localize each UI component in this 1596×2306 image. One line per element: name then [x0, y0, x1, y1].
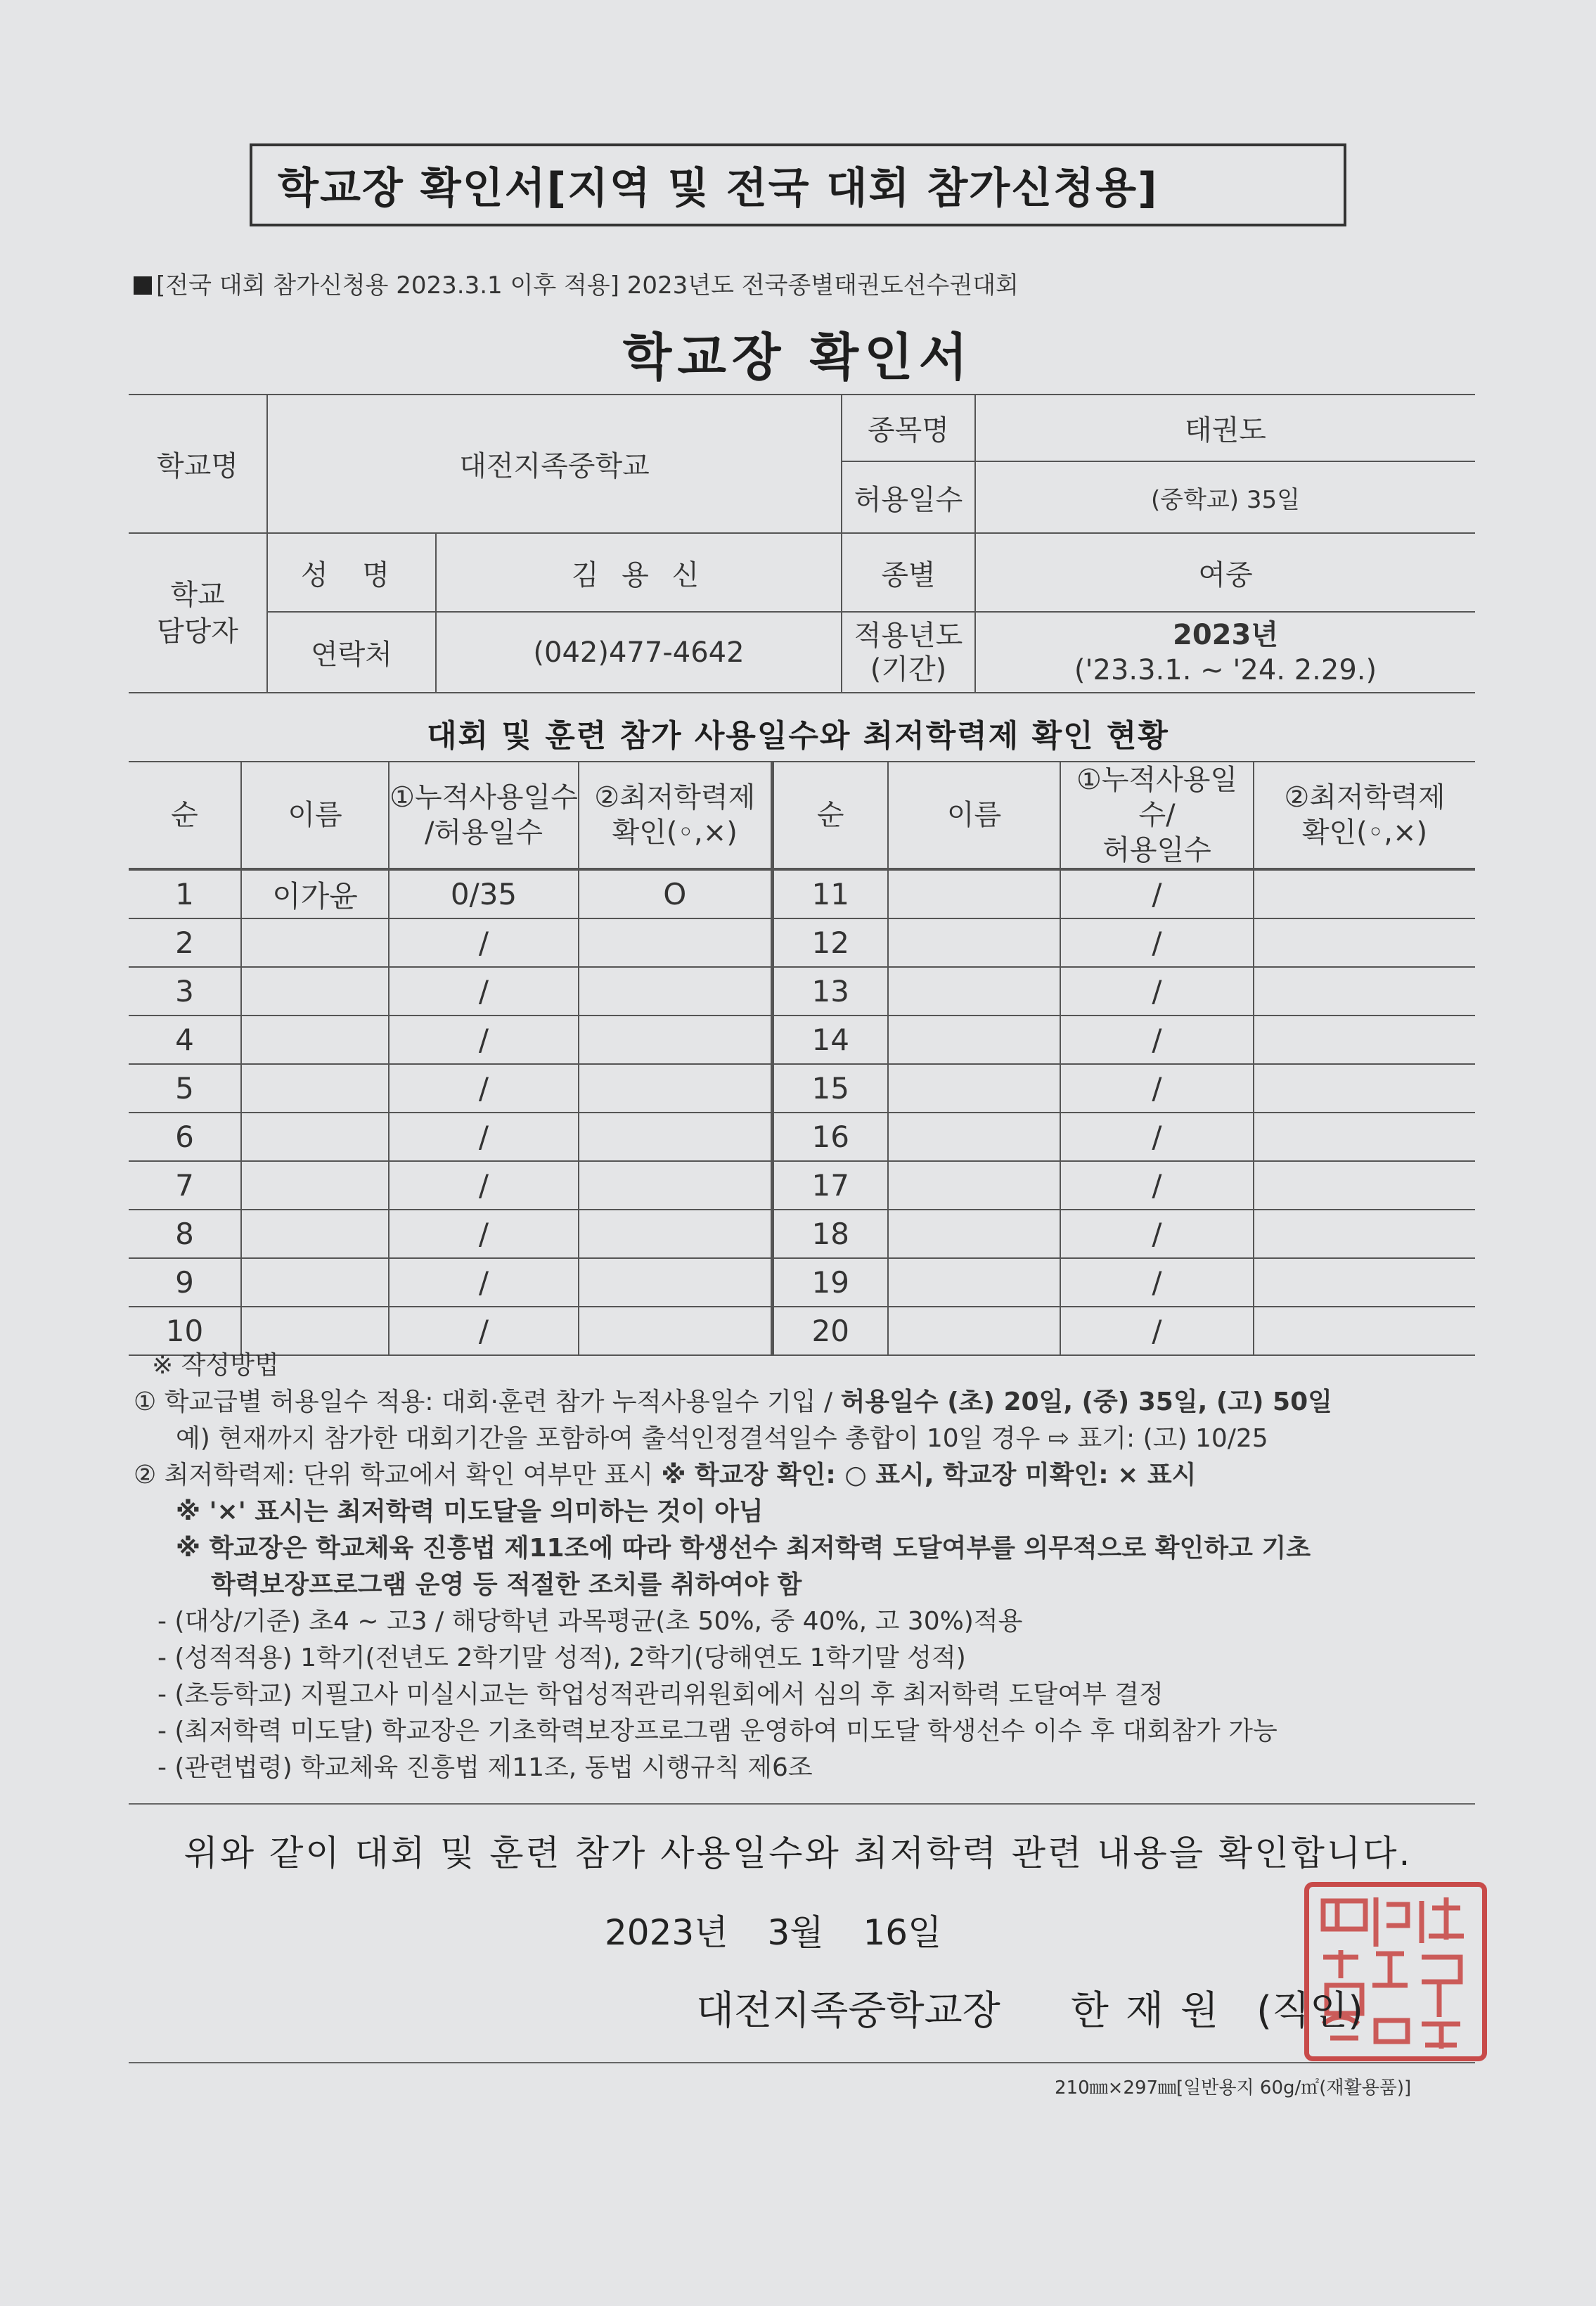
row-days: /: [389, 1161, 579, 1210]
row-name: [241, 967, 389, 1016]
participation-table: [129, 761, 1475, 1356]
row-name: [241, 1064, 389, 1113]
row-days-right: /: [1060, 1113, 1254, 1161]
contact-label: 학교 담당자: [129, 533, 267, 693]
detail-5: - (관련법령) 학교체육 진흥법 제11조, 동법 시행규칙 제6조: [157, 1753, 813, 1782]
table-row: [129, 1016, 1475, 1064]
row-min-level-right: [1254, 967, 1475, 1016]
row-min-level-right: [1254, 1210, 1475, 1258]
row-no-right: 15: [772, 1064, 888, 1113]
row-min-level: [579, 1210, 772, 1258]
row-name: [241, 1210, 389, 1258]
table-row: [129, 1161, 1475, 1210]
year-label: [842, 612, 975, 693]
row-days-right: /: [1060, 918, 1254, 967]
row-name-right: [888, 1210, 1060, 1258]
row-min-level: [579, 1113, 772, 1161]
row-name-right: [888, 967, 1060, 1016]
row-name-right: [888, 918, 1060, 967]
note-2-text: ② 최저학력제: 단위 학교에서 확인 여부만 표시: [134, 1461, 662, 1490]
header-days-right-line1: ①누적사용일수/: [1076, 764, 1238, 831]
row-no: 10: [129, 1307, 241, 1355]
row-days-right: /: [1060, 1161, 1254, 1210]
row-days-right: /: [1060, 1064, 1254, 1113]
name-label: 성 명: [267, 533, 436, 612]
row-min-level: [579, 1161, 772, 1210]
phone-label: 연락처: [267, 612, 436, 693]
year-value: [975, 612, 1475, 693]
table-row: [129, 1210, 1475, 1258]
note-4: ※ 학교장은 학교체육 진흥법 제11조에 따라 학생선수 최저학력 도달여부를 의무적으로 확인하고 기초: [176, 1534, 1311, 1563]
row-min-level-right: [1254, 1064, 1475, 1113]
row-min-level: O: [579, 869, 772, 918]
instructions: [134, 1347, 1484, 1786]
allowed-days-value: (중학교) 35일: [975, 461, 1475, 533]
row-days: /: [389, 1307, 579, 1355]
year-label-line1: 적용년도: [854, 619, 963, 652]
row-name: [241, 1113, 389, 1161]
note-1-example: 예) 현재까지 참가한 대회기간을 포함하여 출석인정결석일수 총합이 10일 경우 ⇨ 표기: (고) 10/25: [176, 1424, 1268, 1453]
note-1: [134, 1384, 1484, 1421]
subheading-text: [전국 대회 참가신청용 2023.3.1 이후 적용] 2023년도 전국종별태권도선수권대회: [156, 271, 1019, 300]
row-no: 9: [129, 1258, 241, 1307]
note-2-bold: ※ 학교장 확인: ○ 표시, 학교장 미확인: × 표시: [661, 1461, 1197, 1490]
row-no: 7: [129, 1161, 241, 1210]
row-no: 8: [129, 1210, 241, 1258]
row-name: [241, 1258, 389, 1307]
row-no-right: 12: [772, 918, 888, 967]
row-name: 이가윤: [241, 869, 389, 918]
row-days: /: [389, 1064, 579, 1113]
row-name-right: [888, 869, 1060, 918]
confirmation-statement: 위와 같이 대회 및 훈련 참가 사용일수와 최저학력 관련 내용을 확인합니다.: [184, 1833, 1412, 1873]
table-row: [129, 967, 1475, 1016]
row-no: 4: [129, 1016, 241, 1064]
row-name: [241, 1161, 389, 1210]
year-value-period: ('23.3.1. ~ '24. 2.29.): [1074, 653, 1377, 686]
seal-label: (직인): [1256, 1988, 1363, 2034]
document-title: 학교장 확인서[지역 및 전국 대회 참가신청용]: [278, 164, 1159, 213]
school-label: 학교명: [129, 395, 267, 533]
paper-spec: 210㎜×297㎜[일반용지 60g/㎡(재활용품)]: [1055, 2077, 1412, 2099]
row-days: /: [389, 1258, 579, 1307]
table-row: [129, 1258, 1475, 1307]
note-1-bold: 허용일수 (초) 20일, (중) 35일, (고) 50일: [840, 1388, 1332, 1416]
row-name-right: [888, 1064, 1060, 1113]
document-title-box: [250, 143, 1346, 226]
divider: [129, 1803, 1475, 1805]
row-days-right: /: [1060, 1258, 1254, 1307]
notes-heading: ※ 작성방법: [152, 1351, 279, 1380]
header-min-level: [579, 762, 772, 869]
detail-4: - (최저학력 미도달) 학교장은 기초학력보장프로그램 운영하여 미도달 학생선수 이수 후 대회참가 가능: [157, 1717, 1278, 1745]
table-row: [129, 869, 1475, 918]
header-no: 순: [129, 762, 241, 869]
row-min-level: [579, 1016, 772, 1064]
row-days-right: /: [1060, 1307, 1254, 1355]
sport-label: 종목명: [842, 395, 975, 461]
contact-name: 김 용 신: [436, 533, 842, 612]
row-no: 5: [129, 1064, 241, 1113]
principal-name: 한재원: [1070, 1988, 1236, 2034]
row-days: /: [389, 1210, 579, 1258]
year-label-line2: (기간): [870, 653, 947, 686]
header-min-line1: ②최저학력제: [594, 781, 756, 814]
category-label: 종별: [842, 533, 975, 612]
header-days: [389, 762, 579, 869]
row-min-level-right: [1254, 1161, 1475, 1210]
row-name: [241, 918, 389, 967]
note-2: [134, 1457, 1484, 1494]
category-value: 여중: [975, 533, 1475, 612]
row-min-level-right: [1254, 869, 1475, 918]
row-days-right: /: [1060, 967, 1254, 1016]
square-bullet-icon: [134, 276, 152, 295]
row-days: 0/35: [389, 869, 579, 918]
header-min-right-line2: 확인(◦,×): [1301, 816, 1428, 849]
row-name-right: [888, 1161, 1060, 1210]
detail-3: - (초등학교) 지필고사 미실시교는 학업성적관리위원회에서 심의 후 최저학력 도달여부 결정: [157, 1680, 1164, 1709]
row-no-right: 20: [772, 1307, 888, 1355]
header-min-line2: 확인(◦,×): [612, 816, 738, 849]
row-no-right: 14: [772, 1016, 888, 1064]
row-no-right: 11: [772, 869, 888, 918]
form-title: 학교장 확인서: [622, 328, 974, 387]
detail-1: - (대상/기준) 초4 ~ 고3 / 해당학년 과목평균(초 50%, 중 40%, 고 30%)적용: [157, 1607, 1023, 1636]
table-row: [129, 1113, 1475, 1161]
table-row: [129, 918, 1475, 967]
row-min-level: [579, 1258, 772, 1307]
row-no: 1: [129, 869, 241, 918]
header-name: 이름: [241, 762, 389, 869]
header-min-level-right: [1254, 762, 1475, 869]
row-no-right: 17: [772, 1161, 888, 1210]
header-days-right-line2: 허용일수: [1102, 834, 1211, 866]
row-days-right: /: [1060, 1016, 1254, 1064]
header-days-right: [1060, 762, 1254, 869]
school-principal-title: 대전지족중학교장: [696, 1988, 1000, 2034]
row-no: 2: [129, 918, 241, 967]
row-min-level-right: [1254, 1113, 1475, 1161]
row-no-right: 18: [772, 1210, 888, 1258]
row-min-level: [579, 918, 772, 967]
header-no-right: 순: [772, 762, 888, 869]
bottom-divider: [129, 2062, 1475, 2063]
row-days: /: [389, 1113, 579, 1161]
signer-line: [696, 1980, 1363, 2036]
row-no-right: 13: [772, 967, 888, 1016]
row-name: [241, 1016, 389, 1064]
sport-value: 태권도: [975, 395, 1475, 461]
header-min-right-line1: ②최저학력제: [1284, 781, 1446, 814]
row-name-right: [888, 1258, 1060, 1307]
school-name: 대전지족중학교: [267, 395, 842, 533]
allowed-days-label: 허용일수: [842, 461, 975, 533]
row-min-level: [579, 1064, 772, 1113]
status-section-title: 대회 및 훈련 참가 사용일수와 최저학력제 확인 현황: [427, 718, 1169, 754]
row-min-level-right: [1254, 1258, 1475, 1307]
note-3: ※ '×' 표시는 최저학력 미도달을 의미하는 것이 아님: [176, 1497, 764, 1526]
row-no-right: 16: [772, 1113, 888, 1161]
row-min-level-right: [1254, 1016, 1475, 1064]
phone-value: (042)477-4642: [436, 612, 842, 693]
row-days-right: /: [1060, 1210, 1254, 1258]
row-days-right: /: [1060, 869, 1254, 918]
year-value-year: 2023년: [1173, 618, 1278, 651]
issue-date: 2023년 3월 16일: [605, 1912, 942, 1953]
row-no: 6: [129, 1113, 241, 1161]
row-days: /: [389, 918, 579, 967]
note-4-cont: 학력보장프로그램 운영 등 적절한 조치를 취하여야 함: [211, 1570, 802, 1599]
row-min-level: [579, 967, 772, 1016]
detail-2: - (성적적용) 1학기(전년도 2학기말 성적), 2학기(당해연도 1학기말 성적): [157, 1644, 966, 1672]
header-days-line2: /허용일수: [424, 816, 543, 849]
note-1-text: ① 학교급별 허용일수 적용: 대회·훈련 참가 누적사용일수 기입 /: [134, 1388, 841, 1416]
row-days: /: [389, 967, 579, 1016]
header-days-line1: ①누적사용일수: [390, 781, 578, 814]
header-name-right: 이름: [888, 762, 1060, 869]
row-no-right: 19: [772, 1258, 888, 1307]
subheading: [134, 266, 1019, 300]
school-info-table: [129, 394, 1475, 693]
row-days: /: [389, 1016, 579, 1064]
row-name-right: [888, 1113, 1060, 1161]
row-no: 3: [129, 967, 241, 1016]
row-min-level-right: [1254, 918, 1475, 967]
row-name-right: [888, 1016, 1060, 1064]
table-row: [129, 1064, 1475, 1113]
